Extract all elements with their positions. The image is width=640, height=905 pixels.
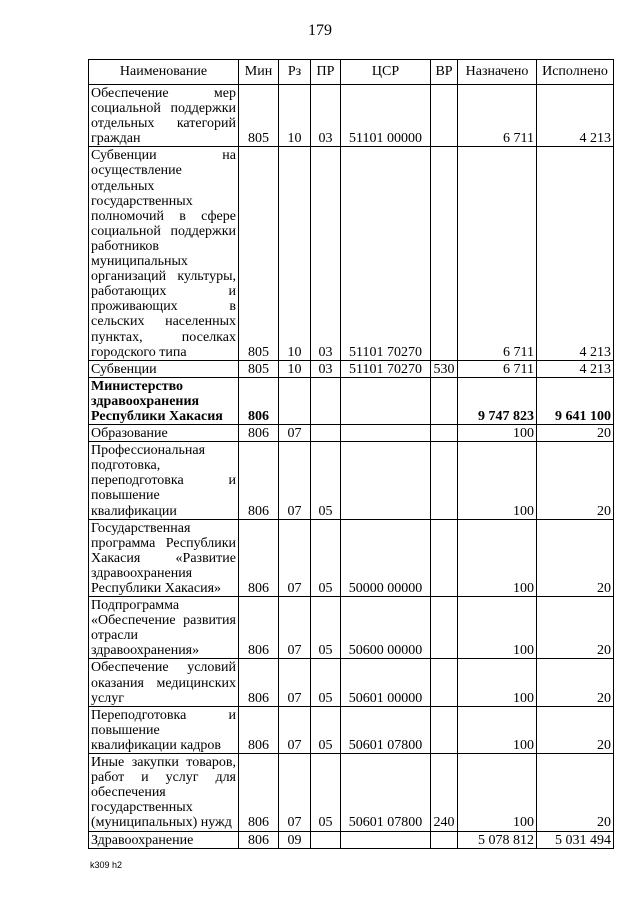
cell-vr [431,597,458,659]
cell-min: 806 [239,597,279,659]
cell-csr: 50600 00000 [341,597,431,659]
cell-name: Министерство здравоохранения Республики Хакасия [89,377,239,424]
cell-pr: 05 [311,519,341,596]
cell-csr: 51101 70270 [341,147,431,360]
cell-executed: 20 [537,442,614,519]
cell-name: Государственная программа Республики Хакасия «Развитие здравоохранения Республики Хакасия» [89,519,239,596]
column-header-executed: Исполнено [537,60,614,85]
cell-min: 805 [239,85,279,147]
cell-min: 805 [239,360,279,377]
cell-executed: 20 [537,659,614,706]
cell-csr: 50601 07800 [341,706,431,753]
cell-vr [431,147,458,360]
cell-name: Переподготовка и повышение квалификации кадров [89,706,239,753]
cell-rz: 07 [279,706,311,753]
cell-pr [311,831,341,848]
cell-rz: 10 [279,147,311,360]
table-row [89,85,614,147]
cell-min: 806 [239,519,279,596]
cell-vr: 530 [431,360,458,377]
cell-rz: 10 [279,85,311,147]
cell-min: 806 [239,831,279,848]
cell-pr: 03 [311,360,341,377]
table-row [89,519,614,596]
cell-executed: 4 213 [537,85,614,147]
cell-pr [311,425,341,442]
column-header-assigned: Назначено [458,60,537,85]
cell-assigned: 100 [458,754,537,831]
cell-min: 806 [239,706,279,753]
table-header-row [89,60,614,85]
cell-min: 806 [239,442,279,519]
cell-vr: 240 [431,754,458,831]
cell-pr: 03 [311,147,341,360]
cell-pr [311,377,341,424]
cell-vr [431,659,458,706]
cell-vr [431,442,458,519]
cell-csr: 51101 00000 [341,85,431,147]
cell-min: 806 [239,754,279,831]
cell-assigned: 9 747 823 [458,377,537,424]
cell-pr: 05 [311,442,341,519]
cell-executed: 20 [537,597,614,659]
table-row [89,442,614,519]
cell-rz: 07 [279,659,311,706]
cell-min: 806 [239,659,279,706]
cell-executed: 20 [537,706,614,753]
document-code: k309 h2 [90,860,123,870]
table-row [89,659,614,706]
cell-csr [341,442,431,519]
cell-executed: 20 [537,519,614,596]
cell-rz: 09 [279,831,311,848]
cell-name: Обеспечение мер социальной поддержки отдельных категорий граждан [89,85,239,147]
cell-name: Профессиональная подготовка, переподготовка и повышение квалификации [89,442,239,519]
cell-executed: 9 641 100 [537,377,614,424]
cell-name: Образование [89,425,239,442]
cell-vr [431,377,458,424]
cell-assigned: 6 711 [458,85,537,147]
cell-name: Иные закупки товаров, работ и услуг для обеспечения государственных (муниципальных) нужд [89,754,239,831]
cell-vr [431,519,458,596]
table-row [89,754,614,831]
table-row [89,377,614,424]
cell-name: Субвенции [89,360,239,377]
cell-name: Субвенции на осуществление отдельных государственных полномочий в сфере социальной поддержки работников муниципальных организаций культуры, работающих и проживающих в сельских населенных пунктах, поселках городского типа [89,147,239,360]
table-row [89,147,614,360]
cell-executed: 5 031 494 [537,831,614,848]
cell-csr: 50601 07800 [341,754,431,831]
cell-csr [341,377,431,424]
cell-rz [279,377,311,424]
cell-min: 806 [239,377,279,424]
cell-assigned: 5 078 812 [458,831,537,848]
column-header-name: Наименование [89,60,239,85]
cell-name: Обеспечение условий оказания медицинских услуг [89,659,239,706]
cell-assigned: 100 [458,519,537,596]
cell-assigned: 100 [458,425,537,442]
table-row [89,831,614,848]
cell-rz: 07 [279,425,311,442]
cell-name: Подпрограмма «Обеспечение развития отрасли здравоохранения» [89,597,239,659]
cell-rz: 07 [279,442,311,519]
cell-csr: 51101 70270 [341,360,431,377]
column-header-vr: ВР [431,60,458,85]
column-header-pr: ПР [311,60,341,85]
column-header-csr: ЦСР [341,60,431,85]
cell-rz: 07 [279,519,311,596]
cell-assigned: 100 [458,706,537,753]
cell-vr [431,85,458,147]
cell-pr: 05 [311,659,341,706]
cell-csr: 50000 00000 [341,519,431,596]
cell-min: 805 [239,147,279,360]
cell-csr: 50601 00000 [341,659,431,706]
cell-rz: 10 [279,360,311,377]
cell-executed: 4 213 [537,360,614,377]
column-header-rz: Рз [279,60,311,85]
cell-name: Здравоохранение [89,831,239,848]
cell-assigned: 6 711 [458,360,537,377]
cell-assigned: 100 [458,659,537,706]
cell-assigned: 6 711 [458,147,537,360]
cell-assigned: 100 [458,597,537,659]
cell-pr: 05 [311,597,341,659]
cell-vr [431,425,458,442]
table-row [89,597,614,659]
table-row [89,706,614,753]
cell-rz: 07 [279,597,311,659]
column-header-min: Мин [239,60,279,85]
cell-pr: 03 [311,85,341,147]
page-number: 179 [308,22,332,39]
cell-min: 806 [239,425,279,442]
cell-pr: 05 [311,706,341,753]
budget-table [88,59,614,849]
cell-vr [431,831,458,848]
cell-pr: 05 [311,754,341,831]
table-body [89,85,614,849]
cell-csr [341,831,431,848]
cell-executed: 20 [537,754,614,831]
table-row [89,425,614,442]
cell-rz: 07 [279,754,311,831]
cell-executed: 4 213 [537,147,614,360]
cell-csr [341,425,431,442]
cell-assigned: 100 [458,442,537,519]
cell-vr [431,706,458,753]
cell-executed: 20 [537,425,614,442]
table-row [89,360,614,377]
